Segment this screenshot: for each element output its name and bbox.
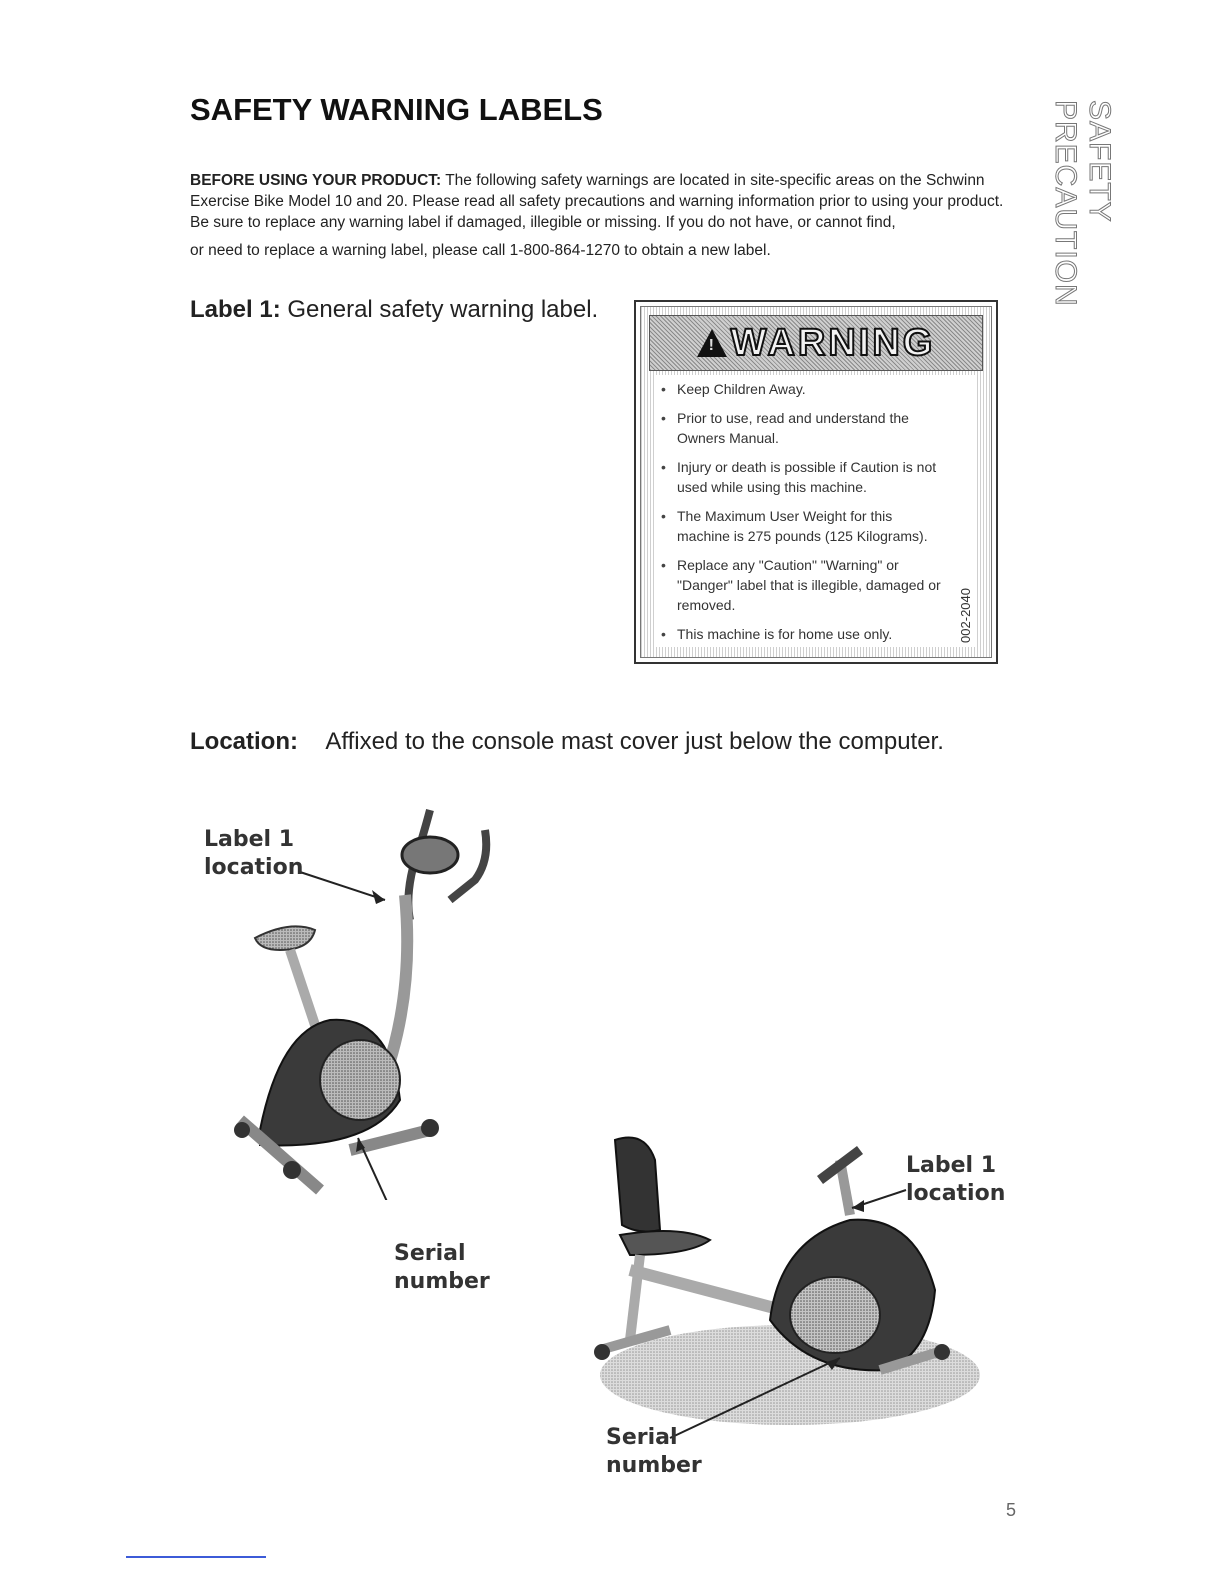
side-tab [1049, 100, 1116, 420]
callout-line: Label 1 [204, 827, 295, 852]
location-line [190, 728, 944, 756]
warning-body [655, 375, 977, 647]
callout-line: number [606, 1453, 702, 1478]
intro-text: The following safety warnings are located in site-specific areas on the Schwinn Exercise Bike Model 10 and 20. Please read all safety precautions and warning information prior to using your product. Be sure to replace any warning label if damaged, illegible or missing. If you do not have, or cannot find, [190, 172, 1004, 231]
warning-item: • Keep Children Away. [655, 379, 977, 399]
warning-item: • Replace any "Caution" "Warning" or "Danger" label that is illegible, damaged or removed. [655, 555, 977, 615]
recumbent-label-callout [906, 1152, 1005, 1208]
label-heading [190, 296, 598, 324]
footer-rule [126, 1556, 266, 1558]
warning-label-frame [640, 306, 992, 658]
intro-paragraph-2: or need to replace a warning label, please call 1-800-864-1270 to obtain a new label. [190, 242, 771, 259]
warning-item: • Injury or death is possible if Caution is not used while using this machine. [655, 457, 977, 497]
callout-line: location [906, 1181, 1006, 1206]
callout-line: Serial [606, 1425, 678, 1450]
callout-line: location [204, 855, 304, 880]
callout-line: number [394, 1269, 490, 1294]
upright-serial-callout [394, 1240, 490, 1296]
recumbent-serial-callout [606, 1424, 702, 1480]
warning-item: • This machine is for home use only. [655, 624, 977, 644]
warning-item: • The Maximum User Weight for this machine is 275 pounds (125 Kilograms). [655, 506, 977, 546]
warning-list [655, 375, 977, 644]
warning-label-image [634, 300, 998, 664]
intro-paragraph [190, 170, 1010, 233]
upright-label-callout [204, 826, 303, 882]
page-number: 5 [1006, 1500, 1017, 1520]
label-heading-key: Label 1: [190, 296, 281, 323]
page-title: SAFETY WARNING LABELS [190, 92, 603, 127]
warning-triangle-icon [697, 329, 727, 357]
warning-banner [649, 315, 983, 371]
callout-line: Label 1 [906, 1153, 997, 1178]
label-heading-text: General safety warning label. [287, 296, 599, 323]
location-key: Location: [190, 728, 298, 755]
callout-line: Serial [394, 1241, 466, 1266]
side-tab-label: SAFETY PRECAUTION [1049, 100, 1116, 307]
warning-label-code: 002-2040 [958, 588, 973, 643]
location-text: Affixed to the console mast cover just below the computer. [325, 728, 944, 755]
warning-item: • Prior to use, read and understand the Owners Manual. [655, 408, 977, 448]
warning-banner-text: WARNING [730, 321, 936, 364]
intro-lead: BEFORE USING YOUR PRODUCT: [190, 172, 442, 189]
